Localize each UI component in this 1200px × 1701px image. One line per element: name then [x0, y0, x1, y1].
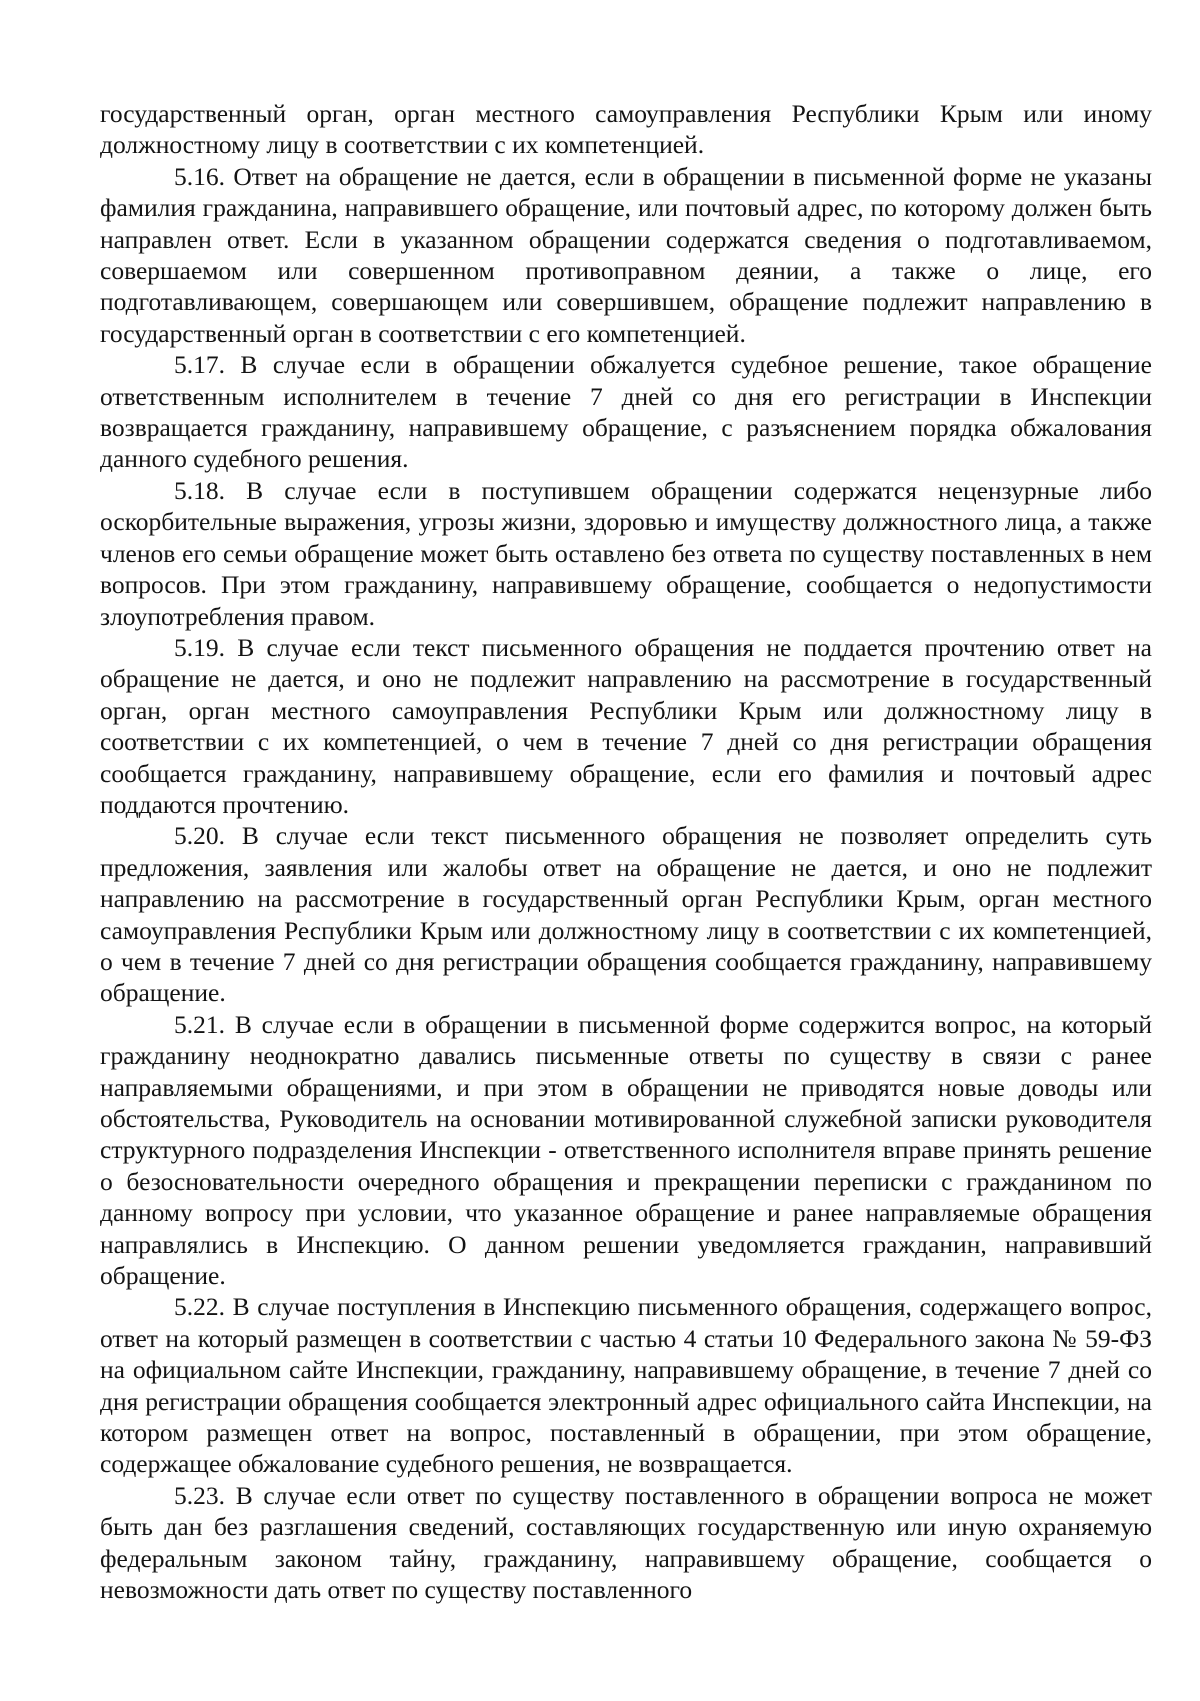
paragraph-5-19: 5.19. В случае если текст письменного обращения не поддается прочтению ответ на обращение не дается, и оно не подлежит направлению на рассмотрение в государственный орган, орган местного самоуправления Республики Крым или должностному лицу в соответствии с их компетенцией, о чем в течение 7 дней со дня регистрации обращения сообщается гражданину, направившему обращение, если его фамилия и почтовый адрес поддаются прочтению.	[100, 632, 1152, 819]
paragraph-5-22: 5.22. В случае поступления в Инспекцию письменного обращения, содержащего вопрос, ответ на который размещен в соответствии с частью 4 статьи 10 Федерального закона № 59-ФЗ на официальном сайте Инспекции, гражданину, направившему обращение, в течение 7 дней со дня регистрации обращения сообщается электронный адрес официального сайта Инспекции, на котором размещен ответ на вопрос, поставленный в обращении, при этом обращение, содержащее обжалование судебного решения, не возвращается.	[100, 1292, 1152, 1479]
paragraph-continuation: государственный орган, орган местного самоуправления Республики Крым или иному должностному лицу в соответствии с их компетенцией.	[100, 99, 1152, 160]
paragraph-5-17: 5.17. В случае если в обращении обжалуется судебное решение, такое обращение ответственным исполнителем в течение 7 дней со дня его регистрации в Инспекции возвращается гражданину, направившему обращение, с разъяснением порядка обжалования данного судебного решения.	[100, 350, 1152, 474]
paragraph-5-21: 5.21. В случае если в обращении в письменной форме содержится вопрос, на который гражданину неоднократно давались письменные ответы по существу в связи с ранее направляемыми обращениями, и при этом в обращении не приводятся новые доводы или обстоятельства, Руководитель на основании мотивированной служебной записки руководителя структурного подразделения Инспекции - ответственного исполнителя вправе принять решение о безосновательности очередного обращения и прекращении переписки с гражданином по данному вопросу при условии, что указанное обращение и ранее направляемые обращения направлялись в Инспекцию. О данном решении уведомляется гражданин, направивший обращение.	[100, 1009, 1152, 1291]
paragraph-5-23: 5.23. В случае если ответ по существу поставленного в обращении вопроса не может быть дан без разглашения сведений, составляющих государственную или иную охраняемую федеральным законом тайну, гражданину, направившему обращение, сообщается о невозможности дать ответ по существу поставленного	[100, 1480, 1152, 1605]
paragraph-5-20: 5.20. В случае если текст письменного обращения не позволяет определить суть предложения, заявления или жалобы ответ на обращение не дается, и оно не подлежит направлению на рассмотрение в государственный орган Республики Крым, орган местного самоуправления Республики Крым или должностному лицу в соответствии с их компетенцией, о чем в течение 7 дней со дня регистрации обращения сообщается гражданину, направившему обращение.	[100, 821, 1152, 1008]
document-page	[100, 98, 1152, 1606]
paragraph-5-18: 5.18. В случае если в поступившем обращении содержатся нецензурные либо оскорбительные выражения, угрозы жизни, здоровью и имуществу должностного лица, а также членов его семьи обращение может быть оставлено без ответа по существу поставленных в нем вопросов. При этом гражданину, направившему обращение, сообщается о недопустимости злоупотребления правом.	[100, 475, 1152, 631]
paragraph-5-16: 5.16. Ответ на обращение не дается, если в обращении в письменной форме не указаны фамилия гражданина, направившего обращение, или почтовый адрес, по которому должен быть направлен ответ. Если в указанном обращении содержатся сведения о подготавливаемом, совершаемом или совершенном противоправном деянии, а также о лице, его подготавливающем, совершающем или совершившем, обращение подлежит направлению в государственный орган в соответствии с его компетенцией.	[100, 161, 1152, 348]
